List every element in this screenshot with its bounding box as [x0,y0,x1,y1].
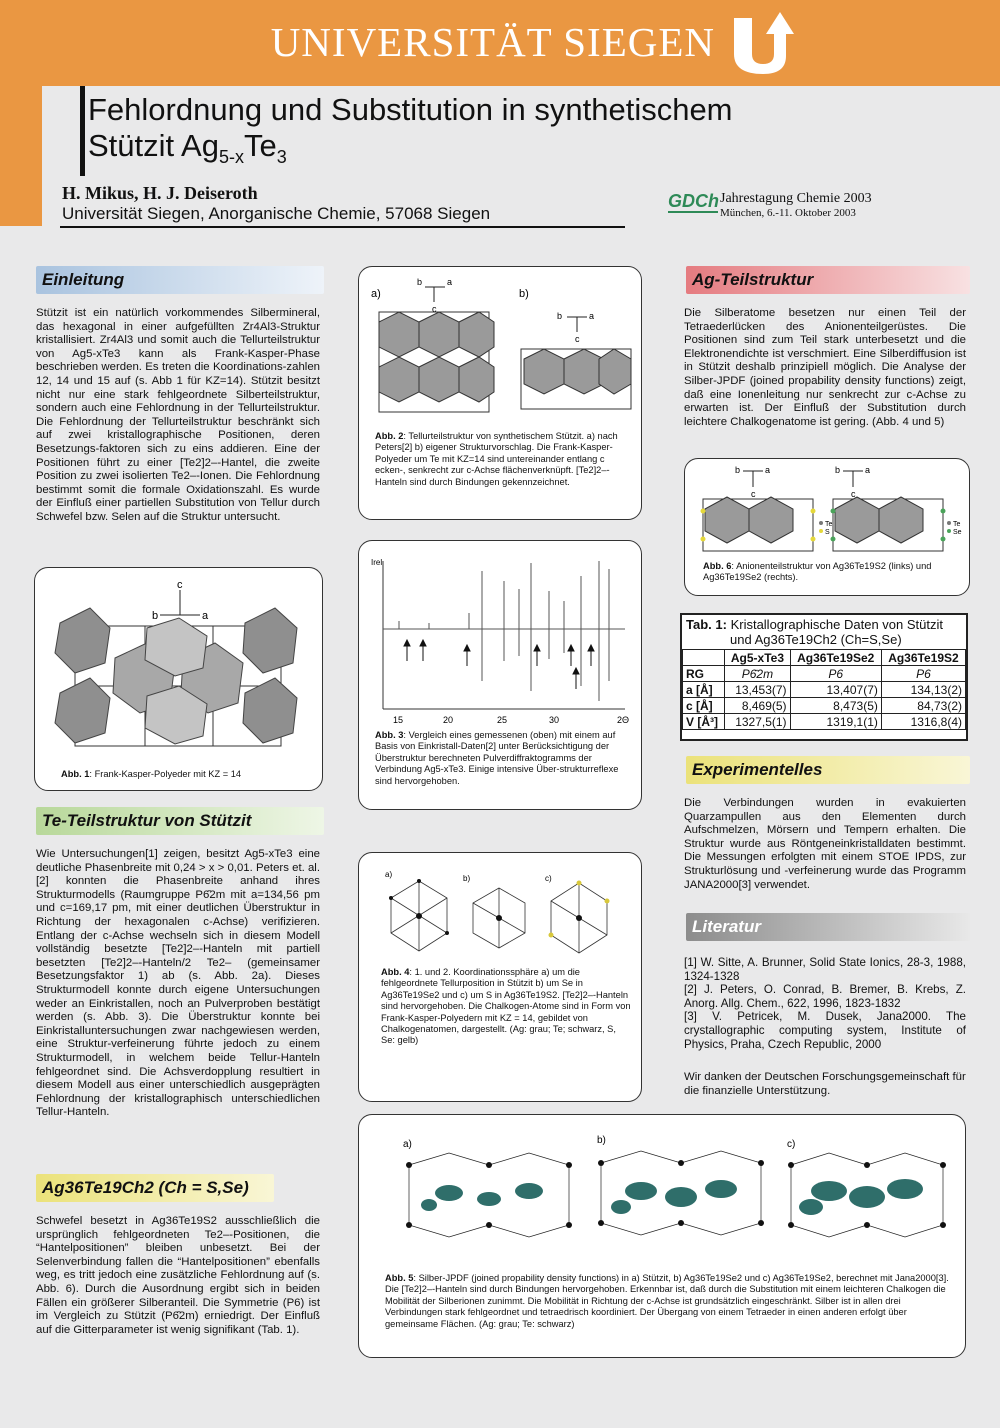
affiliation: Universität Siegen, Anorganische Chemie, 57068 Siegen [62,204,491,223]
svg-text:a: a [589,311,595,321]
svg-text:Se: Se [953,529,962,536]
svg-text:c: c [575,334,580,344]
literature-list [684,956,966,1051]
left-orange-bar [0,86,42,226]
svg-text:a: a [765,465,771,475]
svg-text:c: c [751,489,756,499]
figure-abb4: a) b) c) Abb. 4: 1. und 2. Koordinationssphäre a) um die fehlgeordnete Tellurposition in Stützit b) um Se in Ag36Te19Se2 und c) um S in Ag36Te19S2. [Te2]2–-Hanteln sind hervorgehoben. Die Chalkogen-Atome sind in Form von Frank-Kasper-Polyedern mit KZ = 14, gebildet von Chalkogenatomen, dargestellt. (Ag: grau; Te; schwarz, S, Se: gelb) [358,852,642,1102]
svg-text:2Θ: 2Θ [617,715,630,725]
table-row: c [Å] 8,469(5) 8,473(5) 84,73(2) [683,698,966,714]
coordination-spheres-image [359,853,641,958]
title-accent-bar [80,86,85,176]
svg-text:a: a [447,277,453,287]
svg-text:a: a [865,465,871,475]
heading-ag36: Ag36Te19Ch2 (Ch = S,Se) [36,1174,274,1202]
axis-b-label: b [152,610,159,622]
reference-3: [3] V. Petricek, M. Dusek, Jana2000. The crystallographic computing system, Institute of Physics, Praha, Czech Republic, 2000 [684,1010,966,1051]
caption-abb6: : Anionenteilstruktur von Ag36Te19S2 (links) und Ag36Te19Se2 (rechts). [703,561,932,583]
conference-name: Jahrestagung Chemie 2003 [720,191,872,206]
frank-kasper-polyhedra-image [35,568,322,753]
svg-text:b: b [835,465,841,475]
diffraction-ylabel: Irel [371,558,383,567]
svg-text:c): c) [787,1139,796,1150]
svg-text:30: 30 [549,715,560,725]
caption-abb5: : Silber-JPDF (joined propability density functions) in a) Stützit, b) Ag36Te19Se2 und c) Ag36Te19Se2, berechnet mit Jana2000[3]. Die [Te2]2–-Hanteln sind durch Bindungen hervorgehoben. Erkennbar ist, daß durch die Substitution mit einem leichteren Chalkogen die Mobilität der Silberionen zunimmt. Die Mobilität in Richtung der c-Achse ist grundsätzlich eingeschränkt. Silber ist in allen drei Verbindungen stark fehlgeordnet und tetraedrisch koordiniert. Der Übergang von einem Tetraeder in einen anderen erfolgt über gemeinsame Flächen. (Ag: grau; Te: schwarz) [385,1273,949,1329]
heading-literatur: Literatur [686,913,970,941]
heading-ag-teilstruktur: Ag-Teilstruktur [686,266,970,294]
caption-abb1: : Frank-Kasper-Polyeder mit KZ = 14 [89,769,242,779]
svg-text:c): c) [545,874,552,883]
authors: H. Mikus, H. J. Deiseroth [62,183,258,203]
crystal-data-table [682,649,966,730]
svg-text:S: S [825,529,830,536]
heading-te-teilstruktur: Te-Teilstruktur von Stützit [36,807,324,835]
svg-text:b): b) [597,1135,606,1146]
svg-text:b: b [735,465,741,475]
text-einleitung: Stützit ist ein natürlich vorkommendes Silbermineral, das hexagonal in einer aufgefüllten Zr4Al3-Struktur kristallisiert. Zr4Al3 und somit auch die Tellurteilstruktur von Ag5-xTe3 kann als Frank-Kasper-Phase beschrieben werden. Es treten die Koordinations-zahlen 12, 14 und 15 auf (s. Abb 1 für KZ=14). Stützit besitzt nicht nur eine stark fehlgeordnete Silberteilstruktur, sondern auch eine Fehlordnung in der Tellurteilstruktur. Die Fehlordnung der Tellurteilstruktur beschränkt sich auf zwei kristallographische Positionen, deren Besetzungs-faktoren sich zu eins addieren. Eine der Positionen führt zu einer [Te2]2–-Hantel, die zweite Position zu zwei isolierten Te2–-Ionen. Die Fehlordnung bestimmt somit die formale Oxidationszahl. Es wurde der Einfluß einer partiellen Substitution von Tellur durch Schwefel bzw. Selen auf die Struktur untersucht. [36,307,320,523]
text-te-teilstruktur: Wie Untersuchungen[1] zeigen, besitzt Ag5-xTe3 eine deutliche Phasenbreite mit 0,24 > x > 0,01. Peters et. al.[2] konnten die Phasenbreite anhand ihres Strukturmodells (Raumgruppe P6̄2m mit a=134,56 pm und c=169,17 pm, mit einer deutlichen Überstruktur in Richtung der hexagonalen c-Achse) verifizieren. Entlang der c-Achse wechseln sich in diesem Modell vollständig besetzte [Te2]2–-Hanteln mit partiell besetzten [Te2]2–-Hanteln/2 Te2– (gemeinsamer Besetzungsfaktor 1) ab (s. Abb. 2a). Dieses Strukturmodell konnte durch eigene Untersuchungen weder an Einkristallen, noch an Pulverproben bestätigt werden (s. Abb. 3). Die Überstruktur konnte bei Einkristalluntersuchungen zwar nachgewiesen werden, eine Struktur-verfeinerung führte jedoch zu einem Strukturmodell, in welchem beide Tellur-Hanteln fehlgeordnet sind. Die Achsverdopplung resultiert in diesem Modell aus einer unterschiedlich ausgeprägten Fehlordnung der kristallographisch unterschiedlichen Tellur-Hanteln. [36,848,320,1119]
svg-text:c: c [851,489,856,499]
svg-text:a): a) [403,1139,412,1150]
tellurium-substructure-image [359,267,641,427]
gdch-logo-line [668,211,718,213]
figure-abb5: a) b) c) Abb. 5: Silber-JPDF (joined propability density functions) in a) Stützit, b) Ag36Te19Se2 und c) Ag36Te19Se2, berechnet mit Jana2000[3]. Die [Te2]2–-Hanteln sind durch Bindungen hervorgehoben. Erkennbar ist, daß durch die Substitution mit einem leichteren Chalkogen die Mobilität der Silberionen zunimmt. Die Mobilität in Richtung der c-Achse ist grundsätzlich eingeschränkt. Silber ist in allen drei Verbindungen stark fehlgeordnet und tetraedrisch koordiniert. Der Übergang von einem Tetraeder in einen anderen erfolgt über gemeinsame Flächen. (Ag: grau; Te: schwarz) [358,1114,966,1358]
svg-text:15: 15 [393,715,404,725]
affiliation-underline [60,226,625,228]
poster-title: Fehlordnung und Substitution in synthetischem Stützit $Ag_{5-x}Te_3$ [88,92,733,168]
svg-text:b): b) [519,288,529,300]
svg-text:Te: Te [825,521,833,528]
svg-text:b): b) [463,874,471,883]
conference-place: München, 6.-11. Oktober 2003 [720,207,856,219]
figure-abb1: c b a Abb. 1: Frank-Kasper-Polyeder mit KZ = 14 [34,567,323,791]
heading-experimentelles: Experimentelles [686,756,970,784]
powder-diffraction-chart [359,541,641,731]
svg-text:b: b [417,277,423,287]
table-row: V [Å³] 1327,5(1) 1319,1(1) 1316,8(4) [683,714,966,730]
university-name: UNIVERSITÄT SIEGEN [270,19,715,65]
caption-abb3: : Vergleich eines gemessenen (oben) mit einem auf Basis von Einkristall-Daten[2] unter Berücksichtigung der Überstruktur berechneten Pulverdiffraktogramms der Verbindung Ag5-xTe3. Einige intensive Über-strukturreflexe sind hervorgehoben. [375,730,619,786]
text-experimentelles: Die Verbindungen wurden in evakuierten Quarzampullen aus den Elementen durch Aufschmelzen, Mörsern und Tempern erhalten. Die Struktur wurde aus Röntgeneinkristalldaten bestimmt. Die Messungen erfolgten mit einem STOE IPDS, zur Strukturlösung und -verfeinerung wurde das Programm JANA2000[3] verwendet. [684,797,966,891]
text-ag36: Schwefel besetzt in Ag36Te19S2 ausschließlich die ursprünglich fehlgeordneten Te2–-Positionen, die “Hantelpositionen” bleiben unbesetzt. Bei der Selenverbindung fallen die “Hantelpositionen” ebenfalls weg, es tritt jedoch eine zusätzliche Fehlordnung auf (s. Abb. 6). Durch die Ausordnung ergibt sich in beiden Fällen ein größerer Silberanteil. Die Symmetrie (P6) ist im Vergleich zu Stützit (P6̄2m) erniedrigt. Der Einfluß auf die Gitterparameter ist wenig signifikant (Tab. 1). [36,1215,320,1336]
figure-abb2: a) b) b a c b a c Abb. 2: Tellurteilstruktur von synthetischem Stützit. a) nach Peters[2] b) eigener Strukturvorschlag. Die Frank-Kasper-Polyeder um Te mit KZ=14 sind untereinander entlang c ecken-, senkrecht zur c-Achse flächenverknüpft. [Te2]2–-Hanteln sind durch Bindungen gekennzeichnet. [358,266,642,520]
svg-text:a): a) [385,870,393,879]
svg-text:b: b [557,311,563,321]
anion-substructure-image [685,459,969,559]
svg-text:25: 25 [497,715,508,725]
silver-jpdf-image [359,1115,965,1265]
heading-einleitung: Einleitung [36,266,324,294]
svg-text:a): a) [371,288,381,300]
svg-text:c: c [432,304,437,314]
svg-text:20: 20 [443,715,454,725]
caption-abb2: : Tellurteilstruktur von synthetischem Stützit. a) nach Peters[2] b) eigener Strukturvorschlag. Die Frank-Kasper-Polyeder um Te mit KZ=14 sind untereinander entlang c ecken-, senkrecht zur c-Achse flächenverknüpft. [Te2]2–-Hanteln sind durch Bindungen gekennzeichnet. [375,431,618,487]
axis-a-label: a [202,610,209,622]
table-row: RG P6̄2m P6 P6 [683,666,966,682]
acknowledgement: Wir danken der Deutschen Forschungsgemeinschaft für die finanzielle Unterstützung. [684,1071,966,1097]
table-header-row: Ag5-xTe3 Ag36Te19Se2 Ag36Te19S2 [683,650,966,666]
text-ag-teilstruktur: Die Silberatome besetzen nur einen Teil der Tetraederlücken des Anionenteilgerüstes. Die Positionen sind zum Teil stark unterbesetzt und die Elektronendichte ist verschmiert. Eine Silberdiffusion ist in Stützit deshalb prinzipiell möglich. Die Analyse der Silber-JPDF (joined propability density functions) zeigt, daß eine Ionenleitung nur senkrecht zur c-Achse zu erwarten ist. Der Einfluß der Substitution durch leichtere Chalkogenatome ist gering. (Abb. 4 und 5) [684,307,966,428]
axis-c-label: c [177,579,183,591]
figure-abb6: b a c b a c Te S Te Se Abb. 6: Anionenteilstruktur von Ag36Te19S2 (links) und Ag36Te19Se2 (rechts). [684,458,970,596]
reference-1: [1] W. Sitte, A. Brunner, Solid State Ionics, 28-3, 1988, 1324-1328 [684,956,966,983]
university-logo-icon [730,8,796,76]
svg-text:Te: Te [953,521,961,528]
table-row: a [Å] 13,453(7) 13,407(7) 134,13(2) [683,682,966,698]
table-kristallographie: Tab. 1: Kristallographische Daten von Stützit und Ag36Te19Ch2 (Ch=S,Se) Ag5-xTe3 Ag36Te19Se2 Ag36Te19S2 RG P6̄2m P6 P6 a [Å] 13,453(7) 13,407(7) 134,13(2) c [Å] 8,469(5) 8,473(5) 84,73(2) V [Å³] 1327,5(1) 1319,1(1) 1316,8(4) [680,613,968,741]
caption-abb4: : 1. und 2. Koordinationssphäre a) um die fehlgeordnete Tellurposition in Stützit b) um Se in Ag36Te19Se2 und c) um S in Ag36Te19S2. [Te2]2–-Hanteln sind hervorgehoben. Die Chalkogen-Atome sind in Form von Frank-Kasper-Polyedern mit KZ = 14, gebildet von Chalkogenatomen, dargestellt. (Ag: grau; Te; schwarz, S, Se: gelb) [381,967,631,1046]
gdch-logo: GDCh [668,191,719,211]
reference-2: [2] J. Peters, O. Conrad, B. Bremer, B. Krebs, Z. Anorg. Allg. Chem., 622, 1996, 1823-1832 [684,983,966,1010]
figure-abb3: Irel 15 20 25 30 2Θ Abb. 3: Vergleich eines gemessenen (oben) mit einem auf Basis von Einkristall-Daten[2] unter Berücksichtigung der Überstruktur berechneten Pulverdiffraktogramms der Verbindung Ag5-xTe3. Einige intensive Über-strukturreflexe sind hervorgehoben. [358,540,642,810]
